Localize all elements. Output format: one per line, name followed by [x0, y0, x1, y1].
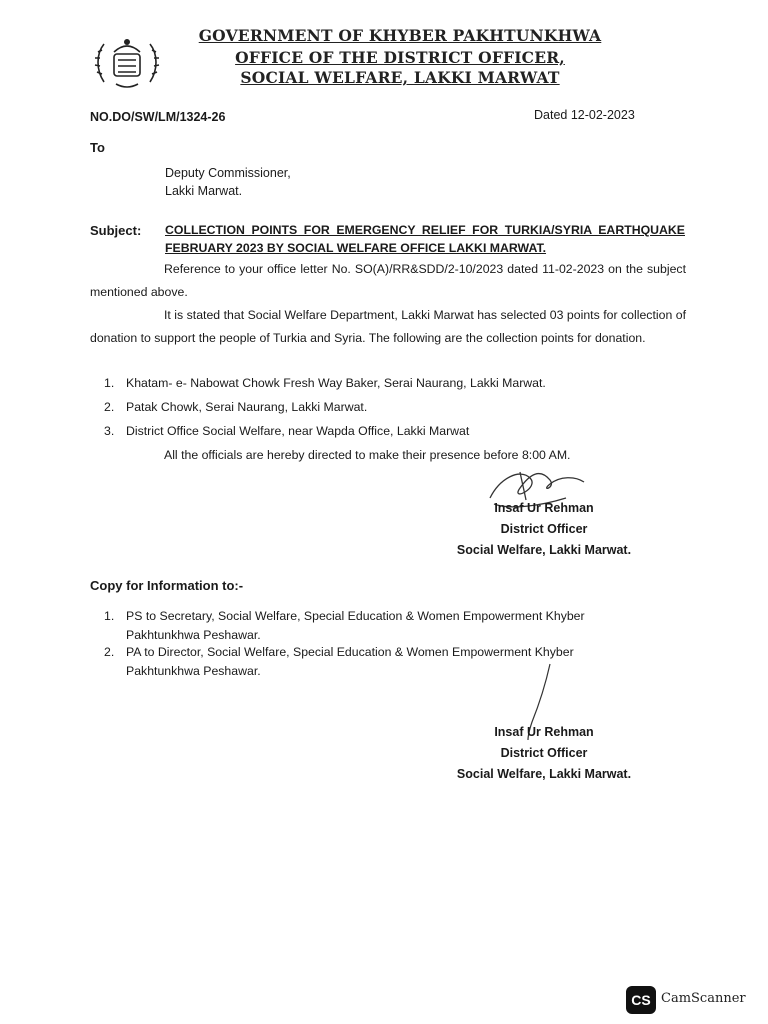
- copy-recipient-1-line-2: Pakhtunkhwa Peshawar.: [126, 628, 261, 642]
- list-item: 2. PA to Director, Social Welfare, Special Education & Women Empowerment Khyber Pakhtunkhwa Peshawar.: [104, 643, 624, 681]
- addressee-line-1: Deputy Commissioner,: [165, 166, 291, 180]
- copy-recipient-1-line-1: PS to Secretary, Social Welfare, Special Education & Women Empowerment Khyber: [126, 609, 585, 623]
- paragraph-statement-text: It is stated that Social Welfare Department, Lakki Marwat has selected 03 points for collection of donation to support the people of Turkia and Syria. The following are the collection points for donation.: [90, 308, 686, 345]
- header-line-1: GOVERNMENT OF KHYBER PAKHTUNKHWA: [198, 26, 602, 45]
- header-line-2: OFFICE OF THE DISTRICT OFFICER,: [235, 48, 565, 67]
- signatory-name: Insaf Ur Rehman: [494, 501, 594, 515]
- subject-text: COLLECTION POINTS FOR EMERGENCY RELIEF FOR TURKIA/SYRIA EARTHQUAKE FEBRUARY 2023 BY SOCIAL WELFARE OFFICE LAKKI MARWAT.: [165, 223, 685, 255]
- copy-recipient-2-line-1: PA to Director, Social Welfare, Special Education & Women Empowerment Khyber: [126, 645, 574, 659]
- list-item: 3. District Office Social Welfare, near Wapda Office, Lakki Marwat: [104, 424, 470, 438]
- collection-point-1: Khatam- e- Nabowat Chowk Fresh Way Baker, Serai Naurang, Lakki Marwat.: [126, 376, 546, 390]
- signatory-office: Social Welfare, Lakki Marwat.: [456, 767, 632, 781]
- addressee-line-2: Lakki Marwat.: [165, 184, 243, 198]
- list-item: 1. PS to Secretary, Social Welfare, Special Education & Women Empowerment Khyber Pakhtunkhwa Peshawar.: [104, 607, 624, 645]
- government-seal-icon: [94, 30, 160, 96]
- signatory-office: Social Welfare, Lakki Marwat.: [456, 543, 632, 557]
- signatory-block-1: [434, 498, 654, 561]
- camscanner-logo-icon: CS: [626, 986, 656, 1014]
- reference-number: NO.DO/SW/LM/1324-26: [90, 110, 226, 124]
- signatory-designation: District Officer: [500, 746, 588, 760]
- copy-title: Copy for Information to:-: [90, 578, 244, 593]
- paragraph-reference-text: Reference to your office letter No. SO(A)/RR&SDD/2-10/2023 dated 11-02-2023 on the subject mentioned above.: [90, 262, 686, 299]
- to-label: To: [90, 140, 105, 155]
- camscanner-watermark: [626, 986, 746, 1014]
- subject-label: Subject:: [90, 223, 142, 238]
- collection-point-3: District Office Social Welfare, near Wapda Office, Lakki Marwat: [126, 424, 470, 438]
- camscanner-text: CamScanner: [661, 991, 746, 1006]
- header-line-3: SOCIAL WELFARE, LAKKI MARWAT: [240, 68, 560, 87]
- paragraph-reference: [90, 258, 686, 304]
- paragraph-directive: All the officials are hereby directed to make their presence before 8:00 AM.: [164, 448, 571, 462]
- collection-point-2: Patak Chowk, Serai Naurang, Lakki Marwat.: [126, 400, 368, 414]
- list-item: 2. Patak Chowk, Serai Naurang, Lakki Marwat.: [104, 400, 368, 414]
- copy-recipient-2-line-2: Pakhtunkhwa Peshawar.: [126, 664, 261, 678]
- signatory-block-2: [434, 722, 654, 785]
- letter-date: Dated 12-02-2023: [534, 108, 635, 122]
- signatory-name: Insaf Ur Rehman: [494, 725, 594, 739]
- signatory-designation: District Officer: [500, 522, 588, 536]
- paragraph-statement: [90, 304, 686, 350]
- list-item: 1. Khatam- e- Nabowat Chowk Fresh Way Baker, Serai Naurang, Lakki Marwat.: [104, 376, 546, 390]
